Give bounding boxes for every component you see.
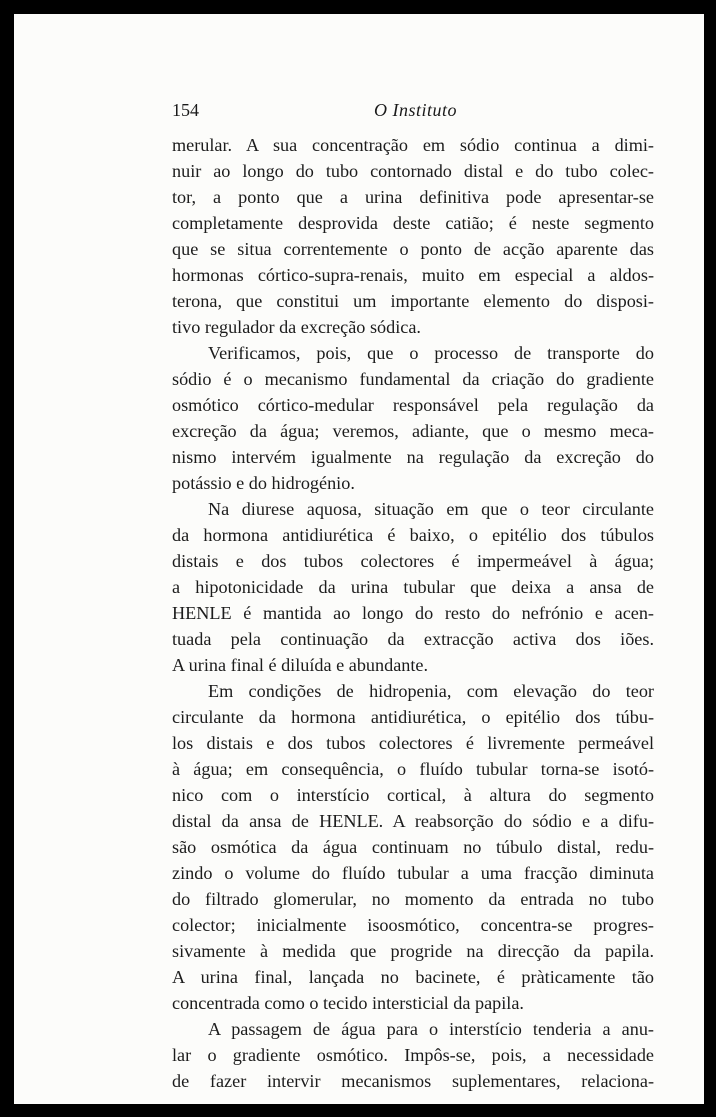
text-line: circulante da hormona antidiurética, o epitélio dos túbu- [172,707,654,727]
text-line: nuir ao longo do tubo contornado distal e do tubo colec- [172,161,654,181]
text-line: são osmótica da água continuam no túbulo distal, redu- [172,837,654,857]
text-line: merular. A sua concentração em sódio continua a dimi- [172,135,654,155]
text-line: excreção da água; veremos, adiante, que o mesmo meca- [172,421,654,441]
text-line: Verificamos, pois, que o processo de transporte do [208,343,654,363]
text-line: nico com o interstício cortical, à altura do segmento [172,785,654,805]
text-line: hormonas córtico-supra-renais, muito em especial a aldos- [172,265,654,285]
text-line: tivo regulador da excreção sódica. [172,317,421,337]
text-line: a hipotonicidade da urina tubular que deixa a ansa de [172,577,654,597]
book-page [14,14,704,1104]
text-line: Em condições de hidropenia, com elevação do teor [208,681,654,701]
text-line: nismo intervém igualmente na regulação da excreção do [172,447,654,467]
text-line: colector; inicialmente isoosmótico, concentra-se progres- [172,915,654,935]
text-line: completamente desprovida deste catião; é neste segmento [172,213,654,233]
text-line: osmótico córtico-medular responsável pela regulação da [172,395,654,415]
page-number: 154 [172,100,199,120]
text-line: da hormona antidiurética é baixo, o epitélio dos túbulos [172,525,654,545]
text-line: tor, a ponto que a urina definitiva pode apresentar-se [172,187,654,207]
text-line: HENLE é mantida ao longo do resto do nefrónio e acen- [172,603,654,623]
text-line: à água; em consequência, o fluído tubular torna-se isotó- [172,759,654,779]
text-line: los distais e dos tubos colectores é livremente permeável [172,733,654,753]
text-line: lar o gradiente osmótico. Impôs-se, pois, a necessidade [172,1045,654,1065]
text-line: potássio e do hidrogénio. [172,473,355,493]
text-line: de fazer intervir mecanismos suplementares, relaciona- [172,1071,654,1091]
text-line: A urina final é diluída e abundante. [172,655,429,675]
text-line: A urina final, lançada no bacinete, é pràticamente tão [172,967,654,987]
text-line: concentrada como o tecido intersticial da papila. [172,993,524,1013]
text-line: distal da ansa de HENLE. A reabsorção do sódio e a difu- [172,811,654,831]
text-line: sivamente à medida que progride na direcção da papila. [172,941,654,961]
running-title: O Instituto [374,100,458,120]
text-line: do filtrado glomerular, no momento da entrada no tubo [172,889,654,909]
text-line: que se situa correntemente o ponto de acção aparente das [172,239,654,259]
text-line: distais e dos tubos colectores é impermeável à água; [172,551,654,571]
page-header [172,96,592,124]
text-line: Na diurese aquosa, situação em que o teor circulante [208,499,654,519]
text-line: sódio é o mecanismo fundamental da criação do gradiente [172,369,654,389]
body-text [172,132,654,1094]
text-line: terona, que constitui um importante elemento do disposi- [172,291,654,311]
text-line: tuada pela continuação da extracção activa dos iões. [172,629,654,649]
text-line: zindo o volume do fluído tubular a uma fracção diminuta [172,863,654,883]
text-line: A passagem de água para o interstício tenderia a anu- [208,1019,654,1039]
